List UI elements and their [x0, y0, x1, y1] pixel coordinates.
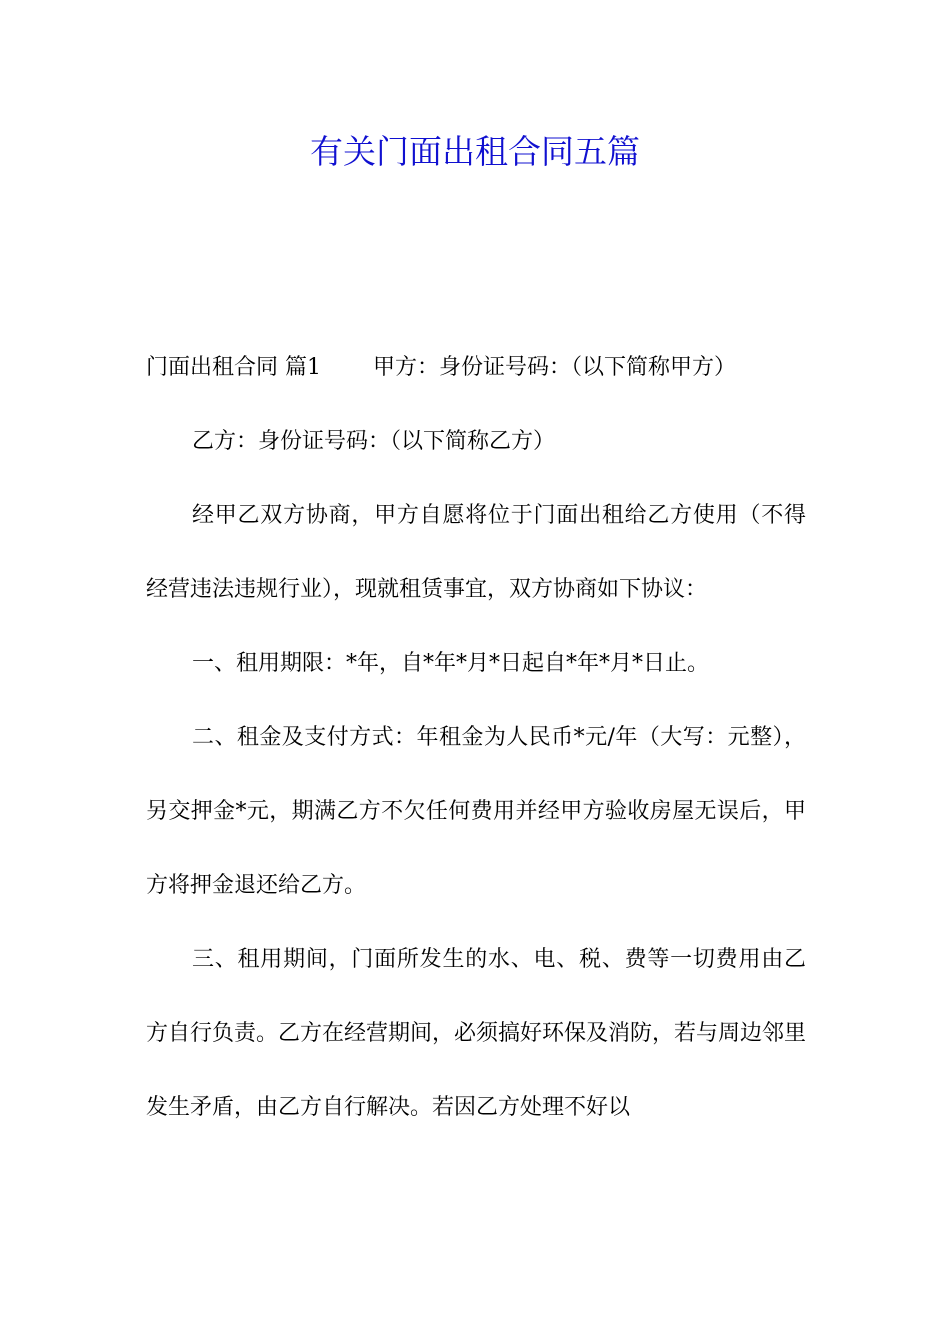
- section-header-line: [146, 331, 806, 405]
- clause-3: 三、租用期间，门面所发生的水、电、税、费等一切费用由乙方自行负责。乙方在经营期间，必须搞好环保及消防，若与周边邻里发生矛盾，由乙方自行解决。若因乙方处理不好以: [146, 947, 807, 1120]
- document-body: [146, 331, 806, 1145]
- document-title: 有关门面出租合同五篇: [310, 132, 640, 171]
- intro-paragraph: 经甲乙双方协商，甲方自愿将位于门面出租给乙方使用（不得经营违法违规行业），现就租赁事宜，双方协商如下协议：: [146, 503, 806, 602]
- party-a-line: 甲方：身份证号码：（以下简称甲方）: [373, 355, 737, 380]
- section-label: 门面出租合同 篇1: [146, 355, 321, 380]
- clause-1: 一、租用期限：*年，自*年*月*日起自*年*月*日止。: [192, 651, 710, 676]
- clause-2: 二、租金及支付方式：年租金为人民币*元/年（大写：元整），另交押金*元，期满乙方不欠任何费用并经甲方验收房屋无误后，甲方将押金退还给乙方。: [146, 725, 806, 898]
- party-b-line: 乙方：身份证号码：（以下简称乙方）: [192, 429, 556, 454]
